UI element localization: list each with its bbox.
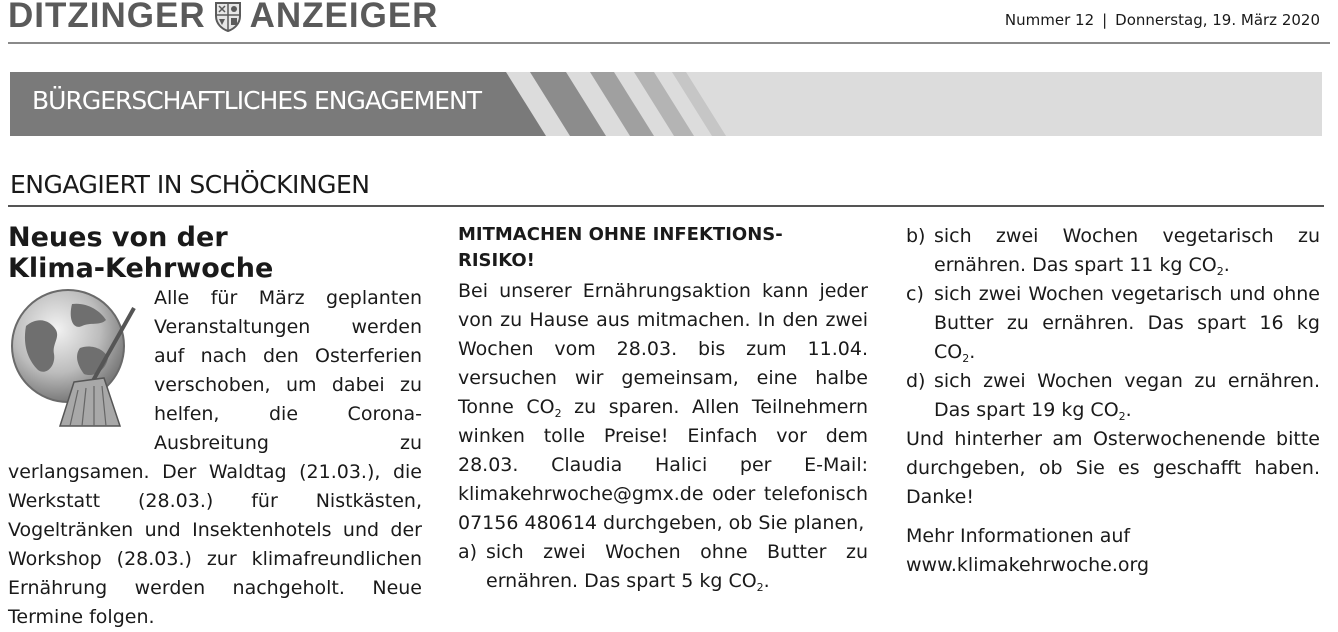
issue-number: Nummer 12 — [1004, 11, 1095, 29]
headline-line-2: Klima-Kehrwoche — [8, 253, 274, 284]
headline-line-1: Neues von der — [8, 222, 228, 253]
list-item-suffix: . — [1223, 254, 1230, 276]
column-2 — [458, 218, 868, 596]
subsection-title: ENGAGIERT IN SCHÖCKINGEN — [10, 170, 370, 199]
column-3 — [906, 222, 1320, 580]
article-body-2 — [458, 277, 868, 538]
co2-subscript: 2 — [554, 407, 562, 420]
list-item-suffix: . — [969, 341, 976, 363]
list-item-b — [906, 222, 1320, 280]
co2-subscript: 2 — [756, 581, 764, 594]
co2-subscript: 2 — [962, 352, 970, 365]
masthead-right: ANZEIGER — [249, 0, 439, 35]
section-title: BÜRGERSCHAFTLICHES ENGAGEMENT — [32, 86, 482, 115]
kicker-line-1: MITMACHEN OHNE INFEKTIONS- — [458, 224, 783, 245]
list-item-text: sich zwei Wochen vegan zu ernähren. Das spart 19 kg CO — [934, 370, 1320, 421]
list-item-suffix: . — [1125, 399, 1132, 421]
column-1 — [8, 218, 422, 632]
body2-part-a: Bei unserer Ernährungsaktion kann jeder von zu Hause aus mitmachen. In den zwei Wochen vom 28.03. bis zum 11.04. versuchen wir gemeinsam, eine halbe Tonne CO — [458, 280, 868, 418]
list-item-a — [458, 538, 868, 596]
list-item-label: c) — [906, 283, 924, 305]
article-headline — [8, 222, 422, 284]
list-item-suffix: . — [763, 570, 770, 592]
crest-icon — [214, 0, 242, 32]
section-banner — [10, 72, 1322, 136]
body2-part-b: zu sparen. Allen Teilnehmern winken tolle Preise! Einfach vor dem 28.03. Claudia Halici per E-Mail: klimakehrwoche@gmx.de oder telefonisch 07156 480614 durchgeben, ob Sie planen, — [458, 396, 868, 534]
masthead — [8, 0, 438, 36]
paragraph-spacer — [906, 512, 1320, 522]
article-body-1: Alle für März geplanten Veranstaltungen werden auf nach den Osterferien verschoben, um dabei zu helfen, die Corona-Ausbreitung zu verlangsamen. Der Waldtag (21.03.), die Werkstatt (28.03.) für Nistkästen, Vogeltränken und Insektenhotels und der Workshop (28.03.) zur klimafreundlichen Ernährung werden nachgeholt. Neue Termine folgen. — [8, 287, 422, 628]
masthead-left: DITZINGER — [8, 0, 206, 35]
list-item-text: sich zwei Wochen ohne Butter zu ernähren. Das spart 5 kg CO — [486, 541, 868, 592]
list-item-label: b) — [906, 225, 926, 247]
article-kicker — [458, 222, 868, 274]
co2-subscript: 2 — [1118, 410, 1126, 423]
more-info-label: Mehr Informationen auf — [906, 525, 1131, 547]
list-item-text: sich zwei Wochen vegetarisch und ohne Butter zu ernähren. Das spart 16 kg CO — [934, 283, 1320, 363]
co2-subscript: 2 — [1216, 265, 1224, 278]
list-item-c — [906, 280, 1320, 367]
list-item-d — [906, 367, 1320, 425]
article-closing: Und hinterher am Osterwochenende bitte durchgeben, ob Sie es geschafft haben. Danke! — [906, 428, 1320, 508]
issue-separator: | — [1102, 11, 1108, 29]
kicker-line-2: RISIKO! — [458, 250, 535, 271]
subsection-rule — [8, 205, 1324, 207]
issue-info — [1005, 11, 1320, 29]
more-info-url: www.klimakehrwoche.org — [906, 554, 1150, 576]
issue-date: Donnerstag, 19. März 2020 — [1115, 11, 1320, 29]
masthead-rule — [8, 42, 1330, 44]
list-item-label: a) — [458, 541, 478, 563]
list-item-label: d) — [906, 370, 926, 392]
list-item-text: sich zwei Wochen vegetarisch zu ernähren. Das spart 11 kg CO — [934, 225, 1320, 276]
globe-broom-illustration — [8, 286, 146, 434]
